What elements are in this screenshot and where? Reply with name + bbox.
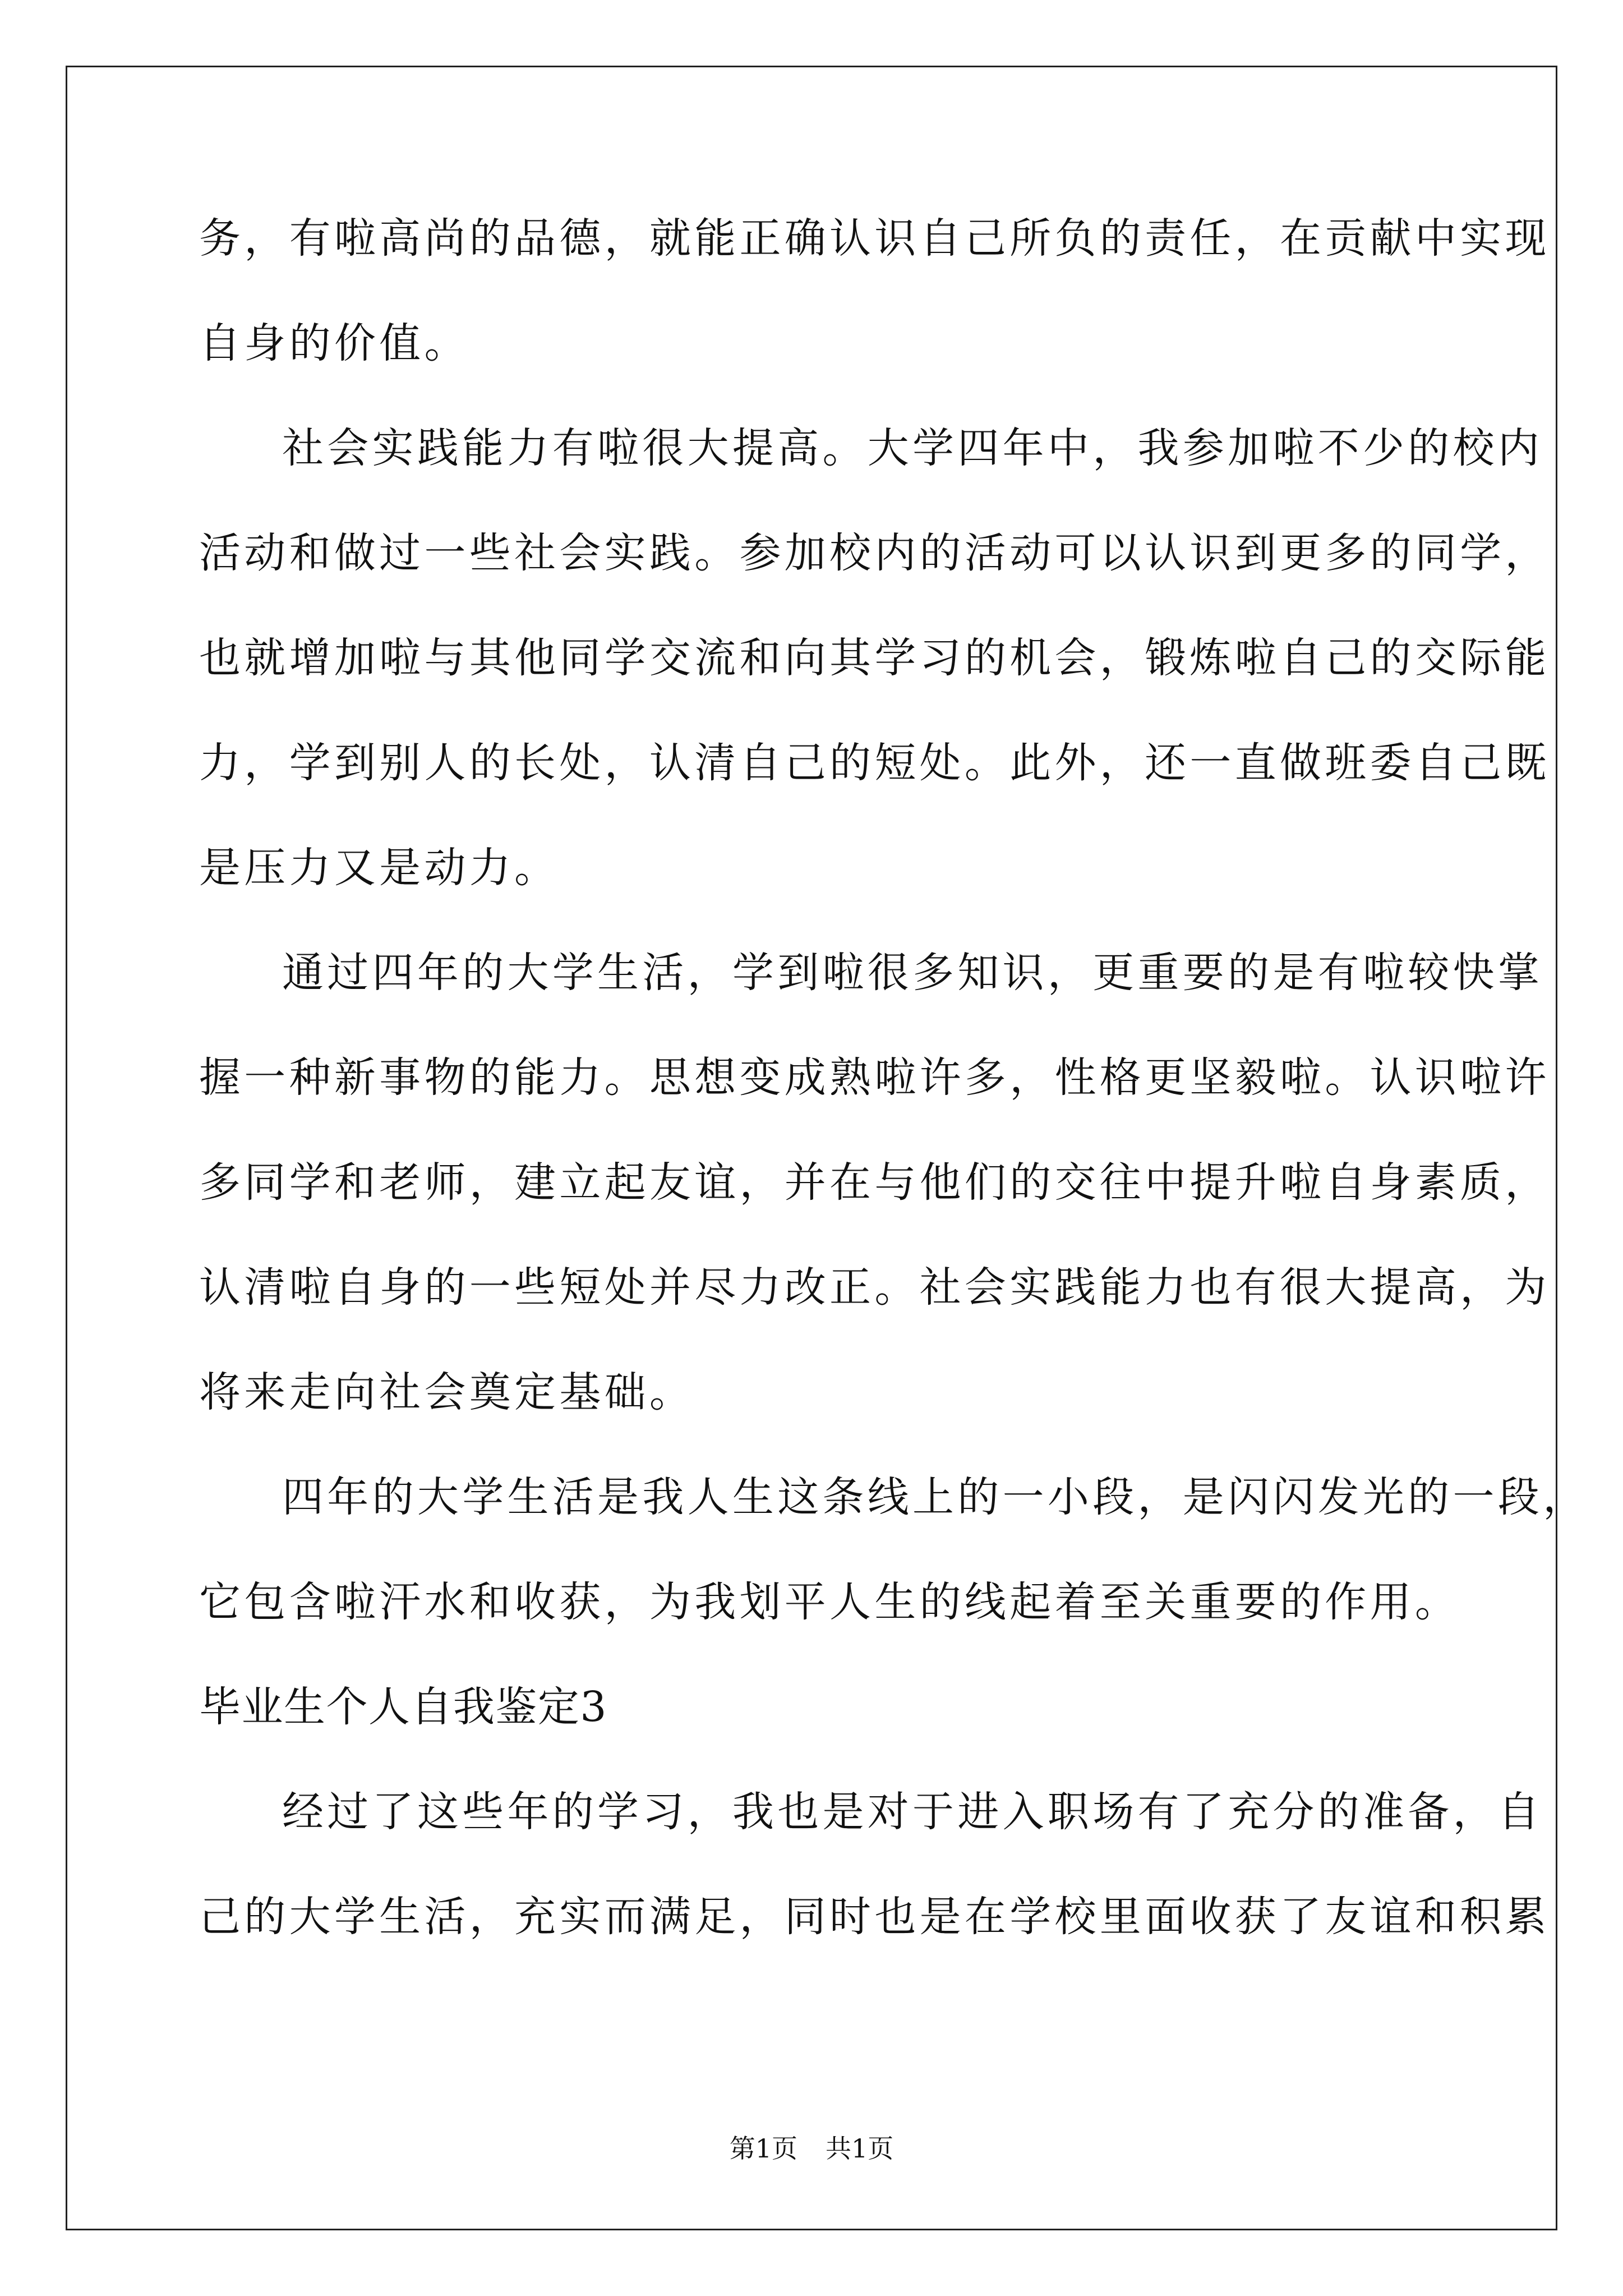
text-line: 力，学到别人的长处，认清自己的短处。此外，还一直做班委自己既 <box>199 739 1550 787</box>
text-line: 将来走向社会奠定基础。 <box>199 1368 695 1416</box>
page-footer <box>0 2132 1623 2165</box>
text-line: 通过四年的大学生活，学到啦很多知识，更重要的是有啦较快掌 <box>282 949 1543 997</box>
text-line: 它包含啦汗水和收获，为我划平人生的线起着至关重要的作用。 <box>199 1578 1460 1626</box>
text-line: 活动和做过一些社会实践。参加校内的活动可以认识到更多的同学， <box>199 529 1550 577</box>
text-line: 多同学和老师，建立起友谊，并在与他们的交往中提升啦自身素质， <box>199 1158 1550 1207</box>
text-line: 认清啦自身的一些短处并尽力改正。社会实践能力也有很大提高，为 <box>199 1263 1550 1312</box>
text-line: 务，有啦高尚的品德，就能正确认识自己所负的责任，在贡献中实现 <box>199 214 1550 263</box>
page-total: 共1页 <box>826 2133 894 2164</box>
text-line: 也就增加啦与其他同学交流和向其学习的机会，锻炼啦自己的交际能 <box>199 634 1550 682</box>
page-number: 第1页 <box>729 2133 797 2164</box>
section-heading: 毕业生个人自我鉴定3 <box>199 1683 607 1731</box>
text-line: 是压力又是动力。 <box>199 844 560 892</box>
text-line: 握一种新事物的能力。思想变成熟啦许多，性格更坚毅啦。认识啦许 <box>199 1053 1550 1102</box>
text-line: 自身的价值。 <box>199 319 469 367</box>
text-line: 经过了这些年的学习，我也是对于进入职场有了充分的准备，自 <box>282 1788 1543 1836</box>
text-line: 己的大学生活，充实而满足，同时也是在学校里面收获了友谊和积累 <box>199 1893 1550 1941</box>
text-line: 四年的大学生活是我人生这条线上的一小段，是闪闪发光的一段， <box>282 1473 1588 1521</box>
text-line: 社会实践能力有啦很大提高。大学四年中，我参加啦不少的校内 <box>282 424 1543 472</box>
